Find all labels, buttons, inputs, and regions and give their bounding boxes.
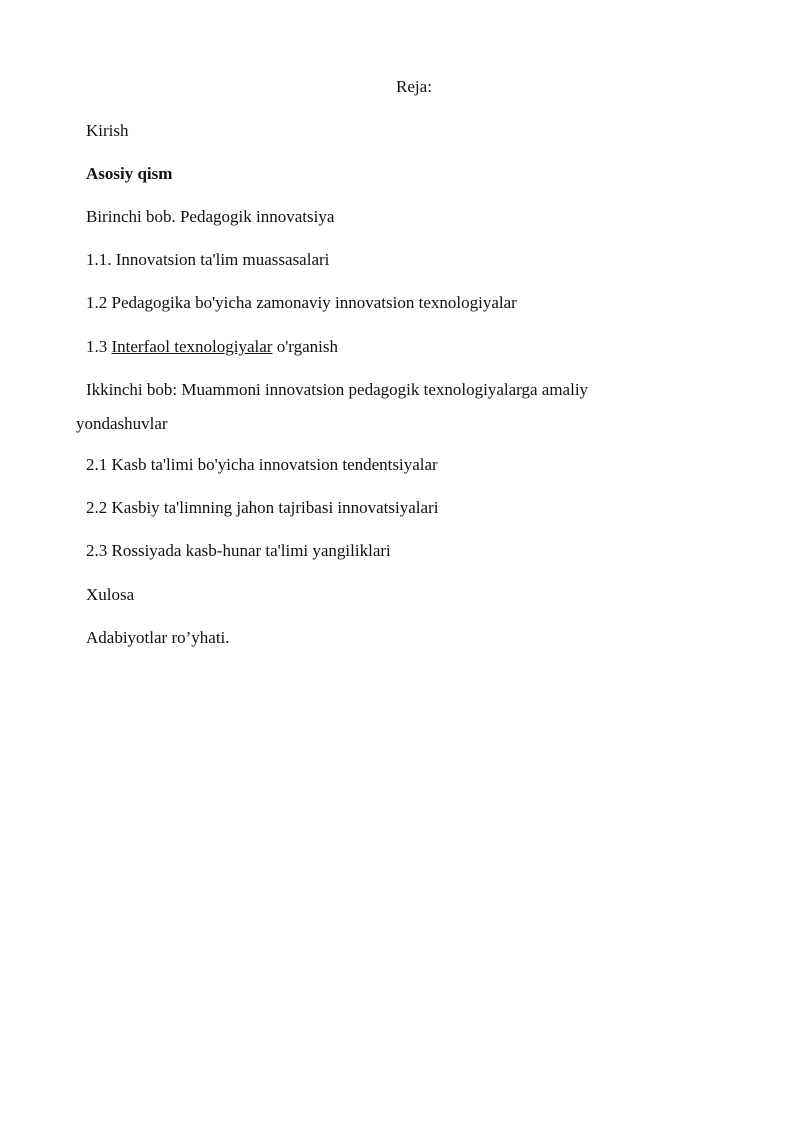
toc-item-references: Adabiyotlar ro’yhati. [86,628,230,647]
toc-item-2-3: 2.3 Rossiyada kasb-hunar ta'limi yangiliklari [86,541,391,560]
toc-item-1-3-suffix: o'rganish [272,337,339,356]
toc-item-chapter-2: Ikkinchi bob: Muammoni innovatsion pedagogik texnologiyalarga amaliy yondashuvlar [76,380,589,433]
toc-item-conclusion: Xulosa [86,585,135,604]
toc-item-2-2: 2.2 Kasbiy ta'limning jahon tajribasi innovatsiyalari [86,498,439,517]
page-title: Reja: [396,77,432,96]
toc-item-1-3-underlined: Interfaol texnologiyalar [111,337,273,356]
toc-item-chapter-1: Birinchi bob. Pedagogik innovatsiya [86,207,335,226]
toc-item-1-3 [86,336,338,358]
toc-item-introduction: Kirish [86,121,129,140]
toc-item-main-part: Asosiy qism [86,164,173,183]
toc-item-2-1: 2.1 Kasb ta'limi bo'yicha innovatsion tendentsiyalar [86,455,438,474]
toc-item-1-1: 1.1. Innovatsion ta'lim muassasalari [86,250,330,269]
toc-item-1-2: 1.2 Pedagogika bo'yicha zamonaviy innovatsion texnologiyalar [86,293,517,312]
toc-item-1-3-prefix: 1.3 [86,337,112,356]
